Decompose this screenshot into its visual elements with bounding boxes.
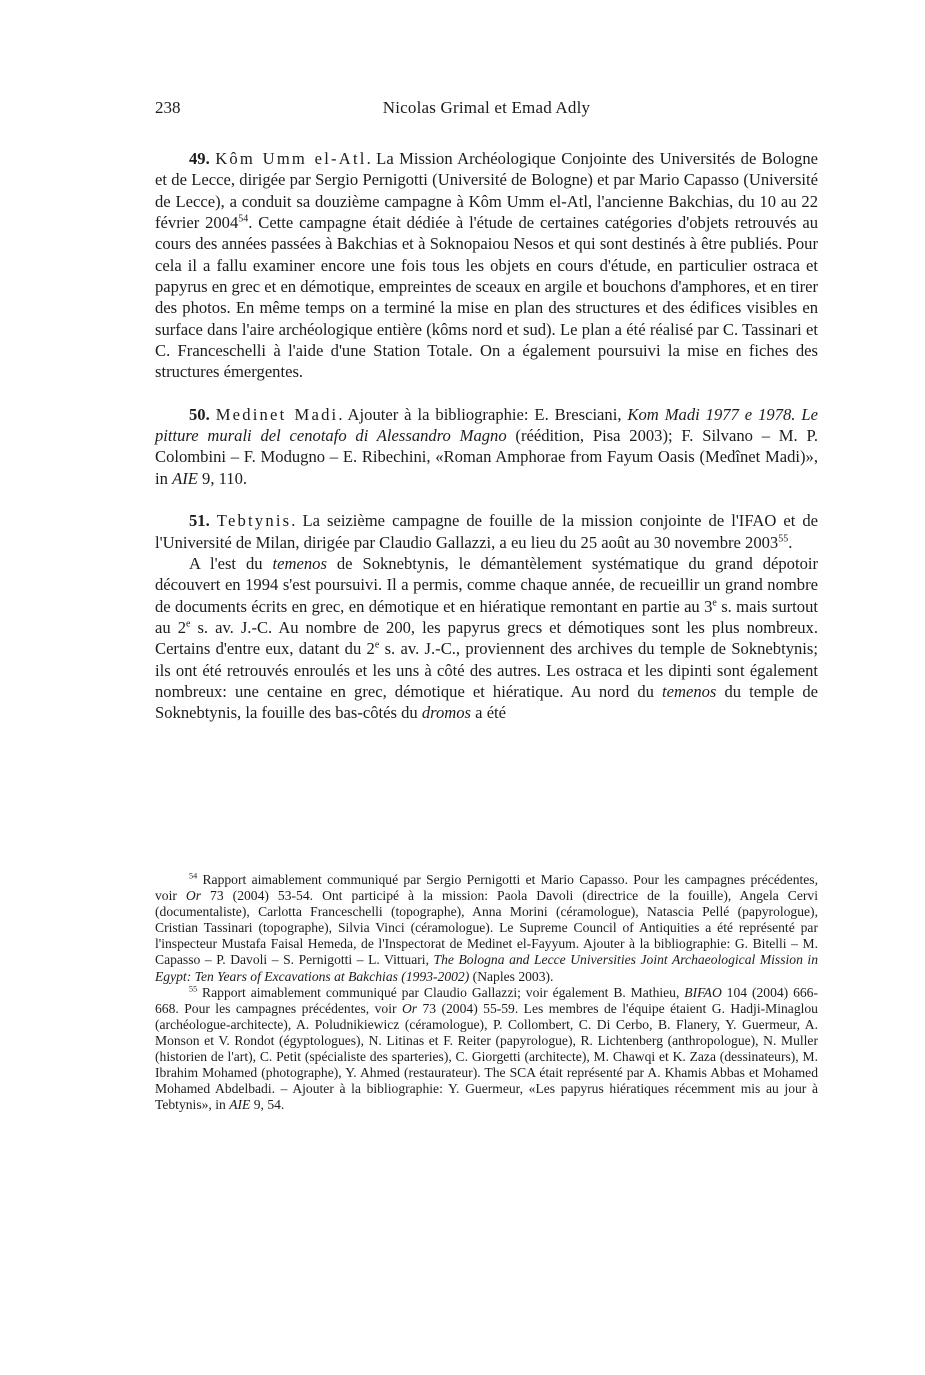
section-place: Tebtynis	[216, 511, 292, 531]
ordinal-superscript: e	[186, 618, 191, 630]
footnote-55	[155, 985, 818, 1114]
section-49	[155, 148, 818, 383]
journal-title: AIE	[172, 468, 198, 488]
section-place: Medinet Madi	[215, 404, 339, 424]
paragraph-text: du temple de Soknebtynis, la fouille des bas-côtés du	[155, 681, 818, 723]
page-content	[155, 96, 818, 724]
paragraph-text: s. mais surtout au 2	[155, 596, 818, 637]
section-text: .	[788, 532, 793, 552]
footnote-text: 73 (2004) 55-59. Les membres de l'équipe étaient G. Hadji-Minaglou (archéologue-architecte), A. Poludnikiewicz (céramologue), P. Collombert, C. Di Cerbo, B. Flanery, Y. Guermeur, A. Monson et V. Rondot (égyptologues), N. Litinas et F. Reiter (papyrologue), R. Lichtenberg (anthropologue), N. Muller (historien de l'art), C. Petit (spécialiste des sparteries), C. Giorgetti (architecte), M. Chawqi et K. Zaza (dessinateurs), M. Ibrahim Mohamed (photographe), Y. Ahmed (restaurateur). The SCA était représenté par A. Khamis Abbas et Mohamed Mohamed Abdelbadi. – Ajouter à la bibliographie: Y. Guermeur, «Les papyrus hiératiques récemment mis au jour à Tebtynis», in	[155, 1000, 818, 1113]
footnote-ref[interactable]: 54	[238, 213, 249, 225]
footnote-54	[155, 872, 818, 985]
ordinal-superscript: e	[712, 597, 717, 608]
journal-title: Or	[401, 1000, 418, 1016]
section-text: . Cette campagne était dédiée à l'étude de certaines catégories d'objets retrouvés au cours des années passées à Bakchias et à Soknopaiou Nesos et qui sont destinés à être publiés. Pour cela il a fallu examiner encore une fois tous les objets en cours d'étude, en particulier ostraca et papyrus en grec et en démotique, empreintes de sceaux en argile et bouchons d'amphores, et en tirer des photos. En même temps on a terminé la mise en plan des structures et des édifices visibles en surface dans l'aire archéologique entière (kôms nord et sud). Le plan a été réalisé par C. Tassinari et C. Franceschelli à l'aide d'une Station Totale. On a également poursuivi la mise en fiches des structures émergentes.	[155, 213, 818, 382]
running-title: Nicolas Grimal et Emad Adly	[382, 98, 591, 117]
footnote-text: 73 (2004) 53-54. Ont participé à la mission: Paola Davoli (directrice de la fouille), Angela Cervi (documentaliste), Carlotta Franceschelli (topographe), Anna Morini (céramologue), Natascia Pellé (papyrologue), Cristian Tassinari (topographe), Silvia Vinci (céramologue). Le Supreme Council of Antiquities a été représenté par l'inspecteur Mustafa Faisal Hemeda, de l'Inspectorat de Medinet el-Fayyum. Ajouter à la bibliographie: G. Bitelli – M. Capasso – P. Davoli – S. Pernigotti – L. Vittuari,	[155, 888, 818, 968]
body-text	[155, 148, 818, 724]
section-number: 50.	[189, 404, 210, 424]
footnote-mark: 54	[189, 871, 198, 881]
page-number: 238	[155, 98, 181, 117]
paragraph-text: a été	[471, 703, 507, 723]
footnote-text: Rapport aimablement communiqué par Claudio Gallazzi; voir également B. Mathieu,	[197, 984, 685, 1000]
book-title: The Bologna and Lecce Universities Joint Archaeological Mission in Egypt: Ten Years of Excavations at Bakchias (1993-2002)	[155, 952, 818, 984]
journal-title: BIFAO	[684, 984, 722, 1000]
paragraph-text: de Soknebtynis, le démantèlement systématique du grand dépotoir découvert en 1994 s'est poursuivi. Il a permis, comme chaque année, de recueillir un grand nombre de documents écrits en grec, en démotique et en hiératique remontant en partie au 3	[155, 553, 818, 616]
paragraph-text: s. av. J.-C., proviennent des archives du temple de Soknebtynis; ils ont été retrouvés enroulés et les uns à côté des autres. Les ostraca et les dipinti sont également nombreux: une centaine en grec, démotique et hiératique. Au nord du	[155, 639, 818, 701]
footnotes	[155, 872, 818, 1113]
italic-term: temenos	[272, 553, 327, 573]
running-head	[155, 96, 818, 120]
section-51	[155, 510, 818, 553]
section-text: (réédition, Pisa 2003); F. Silvano – M. P. Colombini – F. Modugno – E. Ribechini, «Roman Amphorae from Fayum Oasis (Medînet Madi)», in	[155, 426, 818, 488]
footnote-text: (Naples 2003).	[469, 968, 554, 984]
italic-term: dromos	[421, 703, 472, 723]
footnote-mark: 55	[189, 984, 198, 994]
footnote-text: 9, 54.	[250, 1097, 285, 1113]
section-number: 51.	[189, 511, 210, 531]
footnote-text: Rapport aimablement communiqué par Sergio Pernigotti et Mario Capasso. Pour les campagnes précédentes, voir	[155, 872, 818, 904]
section-50	[155, 404, 818, 489]
journal-title: AIE	[229, 1097, 251, 1113]
footnote-text: 104 (2004) 666-668. Pour les campagnes précédentes, voir	[155, 984, 818, 1016]
italic-term: temenos	[662, 681, 717, 701]
section-text: . Ajouter à la bibliographie: E. Bresciani,	[338, 404, 628, 424]
book-title: Kom Madi 1977 e 1978. Le pitture murali del cenotafo di Alessandro Magno	[155, 404, 818, 446]
section-text: . La Mission Archéologique Conjointe des Universités de Bologne et de Lecce, dirigée par Sergio Pernigotti (Université de Bologne) et par Mario Capasso (Université de Lecce), a conduit sa douzième campagne à Kôm Umm el-Atl, l'ancienne Bakchias, du 10 au 22 février 2004	[155, 149, 819, 233]
section-number: 49.	[189, 149, 210, 168]
section-51-paragraph-2	[155, 553, 818, 724]
ordinal-superscript: e	[374, 639, 380, 651]
paragraph-text: s. av. J.-C. Au nombre de 200, les papyrus grecs et démotiques sont les plus nombreux. Certains d'entre eux, datant du 2	[155, 617, 819, 659]
section-text: . La seizième campagne de fouille de la mission conjointe de l'IFAO et de l'Université de Milan, dirigée par Claudio Gallazzi, a eu lieu du 25 août au 30 novembre 2003	[155, 511, 818, 552]
section-text: 9, 110.	[197, 468, 248, 488]
journal-title: Or	[185, 888, 202, 904]
paragraph-text: A l'est du	[189, 553, 273, 573]
footnote-ref[interactable]: 55	[778, 532, 789, 544]
section-place: Kôm Umm el-Atl	[215, 149, 367, 168]
